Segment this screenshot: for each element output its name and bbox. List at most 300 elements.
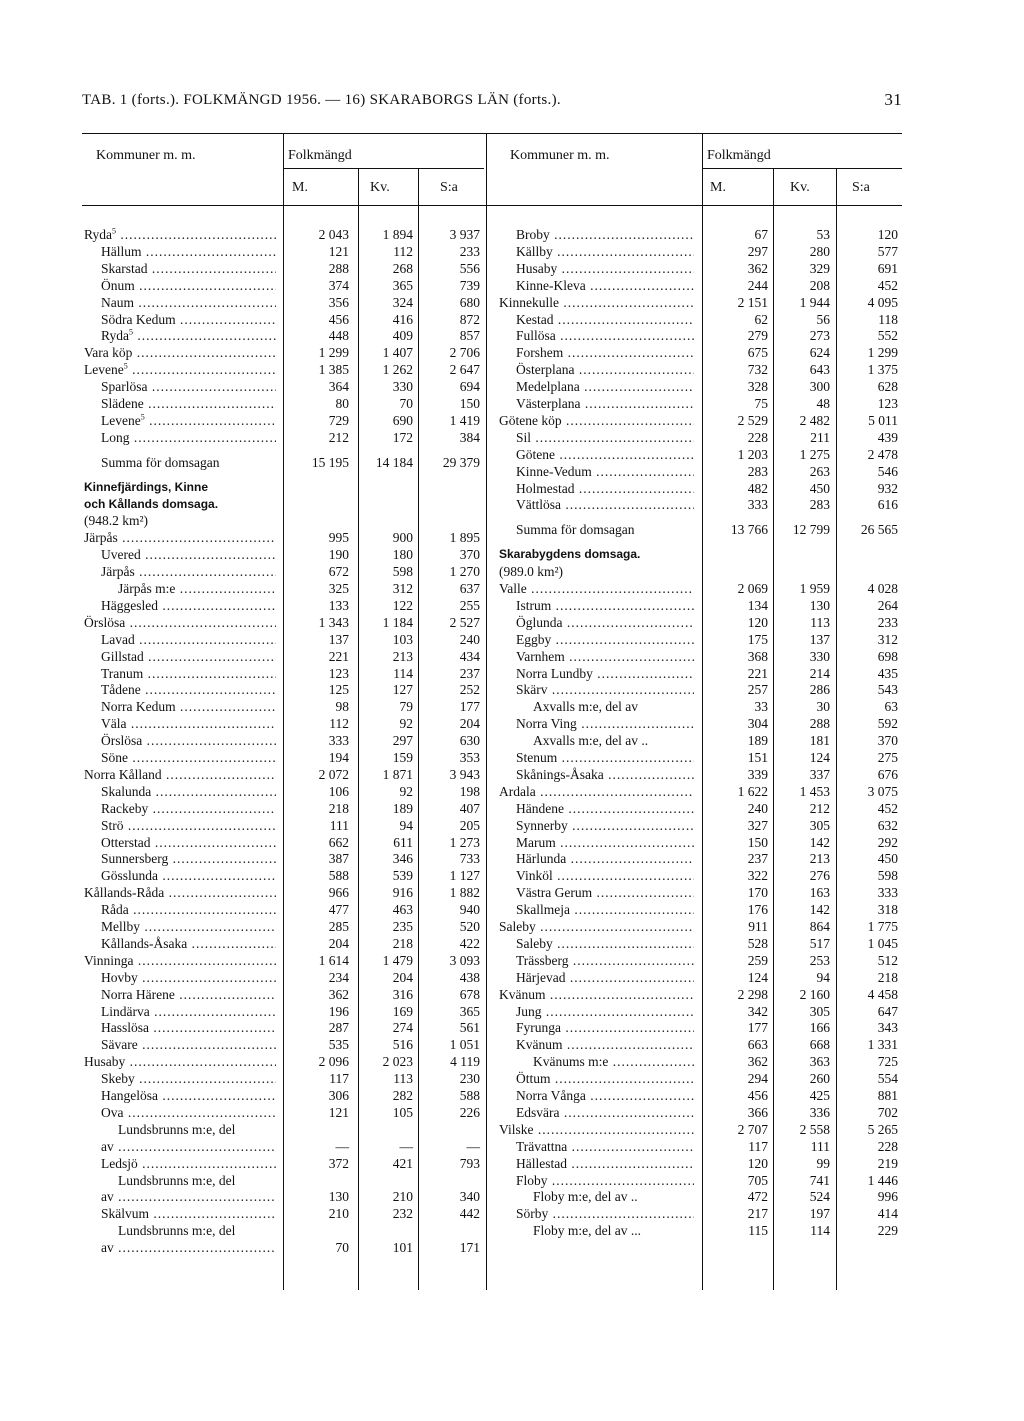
right-header-sa: S:a	[852, 180, 870, 195]
left-row-name: Söne .....	[101, 749, 276, 766]
right-row-m: 120	[747, 614, 768, 630]
left-row-m: 210	[328, 1206, 349, 1222]
right-table-row	[0, 952, 904, 969]
right-table-row	[0, 800, 904, 817]
right-table-row	[0, 1087, 904, 1104]
left-table-row	[0, 1239, 486, 1256]
left-row-sa: 407	[459, 800, 480, 816]
left-row-name: Väla .....	[101, 715, 276, 732]
right-row-m: 134	[747, 597, 768, 613]
right-row-m: 177	[747, 1020, 768, 1036]
left-row-name: Hangelösa .....	[101, 1087, 276, 1104]
right-row-name: Kinnekulle .....	[499, 294, 694, 311]
right-row-sa: 228	[877, 1138, 898, 1154]
right-row-name: Floby .....	[516, 1172, 694, 1189]
right-row-kv: 113	[810, 614, 830, 630]
right-row-m: 33	[754, 699, 768, 715]
left-row-kv: 235	[392, 919, 413, 934]
left-row-kv: 114	[393, 665, 413, 681]
right-row-name: Västra Gerum .....	[516, 884, 694, 901]
right-row-name: Vättlösa .....	[516, 496, 694, 513]
right-row-name: Öttum .....	[516, 1070, 694, 1087]
right-row-sa: 4 095	[867, 294, 898, 310]
right-row-m: 117	[748, 1138, 768, 1154]
right-table-row	[0, 1172, 904, 1189]
right-table-row	[0, 277, 904, 294]
right-row-name: Götene köp .....	[499, 412, 694, 429]
right-row-name: Kvänum .....	[516, 1036, 694, 1053]
left-row-name: Norra Kålland .....	[84, 766, 276, 783]
left-row-m: 1 343	[318, 614, 349, 630]
left-row-m: —	[335, 1138, 349, 1154]
right-row-m: 75	[754, 396, 768, 411]
right-row-name: Stenum .....	[516, 749, 694, 766]
left-row-name: Tådene .....	[101, 681, 276, 698]
left-row-kv: 204	[392, 969, 413, 985]
right-row-name: Saleby .....	[499, 918, 694, 935]
left-row-name: Råda .....	[101, 901, 276, 918]
right-row-name: Husaby .....	[516, 260, 694, 277]
right-row-sa: 450	[877, 851, 898, 867]
right-row-sa: 632	[877, 817, 898, 833]
right-row-name: Händene .....	[516, 800, 694, 817]
right-table-row	[0, 766, 904, 783]
right-row-sa: 435	[877, 665, 898, 681]
left-row-name: Örslösa .....	[101, 732, 276, 749]
left-row-name: Lavad .....	[101, 631, 276, 648]
left-row-m: 995	[328, 530, 349, 546]
left-row-m: 535	[328, 1037, 349, 1053]
right-row-sa: 932	[877, 480, 898, 496]
right-row-name: Trävattna .....	[516, 1138, 694, 1155]
right-row-name: Sil .....	[516, 429, 694, 446]
left-row-sa: 255	[459, 597, 480, 613]
left-row-sa: 678	[459, 986, 480, 1002]
right-table-row	[0, 749, 904, 766]
left-row-kv: 105	[392, 1104, 413, 1120]
left-row-name: Sunnersberg .....	[101, 850, 276, 867]
left-row-name: Hällum .....	[101, 243, 276, 260]
right-table-row	[0, 311, 904, 328]
page-number: 31	[884, 90, 902, 109]
right-row-name: Jung .....	[516, 1003, 694, 1020]
right-table-row	[0, 395, 904, 412]
left-row-sa: 680	[459, 294, 480, 310]
right-row-kv: 668	[809, 1037, 830, 1053]
right-row-kv: 741	[809, 1172, 830, 1188]
left-row-m: 285	[328, 919, 349, 934]
right-row-m: 304	[747, 716, 768, 732]
left-row-kv: 1 479	[382, 952, 413, 968]
left-row-sa: 940	[459, 902, 480, 918]
left-row-m: 448	[328, 328, 349, 344]
right-row-kv: 517	[809, 935, 830, 951]
right-row-name: Kvänum .....	[499, 986, 694, 1003]
right-table-row	[0, 327, 904, 344]
left-row-sa: 1 051	[449, 1037, 480, 1053]
right-row-name: Edsvära .....	[516, 1104, 694, 1121]
right-row-kv: 1 944	[799, 294, 830, 310]
left-row-kv: 169	[392, 1003, 413, 1019]
right-row-name: Fullösa .....	[516, 327, 694, 344]
right-row-name: Härlunda .....	[516, 850, 694, 867]
right-row-kv: 56	[816, 311, 830, 327]
right-row-m: 279	[747, 328, 768, 344]
left-row-m: 190	[328, 547, 349, 563]
right-row-m: 1 203	[737, 446, 768, 462]
left-row-m: 125	[328, 682, 349, 698]
left-row-sa: 2 527	[449, 614, 480, 630]
right-row-name: Axvalls m:e, del av ..	[533, 733, 649, 749]
right-table-row	[0, 901, 904, 918]
left-row-name: Summa för domsagan	[101, 454, 220, 470]
right-row-sa: 414	[877, 1206, 898, 1222]
left-row-kv: 463	[392, 902, 413, 918]
right-table-row	[0, 429, 904, 446]
right-row-kv: 166	[809, 1020, 830, 1036]
right-row-name: Medelplana .....	[516, 378, 694, 395]
left-row-name: Ryda$^5$ .....	[101, 327, 276, 344]
right-row-name: Skärv .....	[516, 681, 694, 698]
right-table-row	[0, 1138, 904, 1155]
right-row-sa: 1 775	[867, 919, 898, 934]
left-row-sa: 226	[459, 1104, 480, 1120]
right-row-sa: 1 446	[867, 1172, 898, 1188]
right-table-row	[0, 496, 904, 513]
right-row-sa: 725	[877, 1054, 898, 1070]
left-row-sa: 240	[459, 631, 480, 647]
right-row-name: Holmestad .....	[516, 480, 694, 497]
right-table-row	[0, 783, 904, 800]
left-row-m: 662	[328, 834, 349, 850]
right-row-name: Forshem .....	[516, 344, 694, 361]
right-row-kv: 329	[809, 260, 830, 276]
right-table-row	[0, 1155, 904, 1172]
left-row-sa: 177	[459, 699, 480, 715]
left-row-kv: 101	[392, 1240, 413, 1256]
right-row-sa: 616	[877, 497, 898, 513]
left-row-name: Hasslösa .....	[101, 1019, 276, 1036]
left-row-kv: 159	[392, 750, 413, 765]
right-row-kv: 53	[816, 227, 830, 242]
right-row-kv: 286	[809, 682, 830, 698]
right-row-name: Floby m:e, del av ..	[533, 1189, 638, 1205]
right-row-m: 1 622	[737, 783, 768, 799]
right-row-m: 151	[747, 750, 768, 765]
right-row-sa: 702	[877, 1104, 898, 1120]
right-row-m: 221	[747, 665, 768, 681]
left-row-m: 196	[328, 1003, 349, 1019]
left-row-kv: 1 871	[382, 766, 413, 782]
right-row-name: Broby .....	[516, 226, 694, 243]
right-row-kv: 94	[816, 969, 830, 985]
right-row-name: Sörby .....	[516, 1205, 694, 1222]
left-row-kv: 611	[393, 834, 413, 850]
left-row-kv: 232	[392, 1206, 413, 1222]
right-row-m: 339	[747, 766, 768, 782]
left-row-sa: 434	[459, 648, 480, 664]
right-header-m: M.	[710, 180, 726, 195]
left-row-name: Lundsbrunns m:e, del	[118, 1121, 236, 1137]
right-row-kv: 213	[809, 851, 830, 867]
right-row-m: 62	[754, 311, 768, 327]
left-row-m: 325	[328, 581, 349, 596]
left-row-sa: 340	[459, 1189, 480, 1205]
right-row-name: Kestad .....	[516, 311, 694, 328]
right-row-m: 911	[748, 919, 768, 934]
left-row-name: Norra Kedum .....	[101, 698, 276, 715]
right-row-sa: 233	[877, 614, 898, 630]
left-row-kv: 324	[392, 294, 413, 310]
right-row-m: 663	[747, 1037, 768, 1053]
left-row-kv: 598	[392, 564, 413, 580]
left-row-sa: 739	[459, 277, 480, 293]
left-row-sa: 2 647	[449, 362, 480, 378]
right-row-name: Norra Ving .....	[516, 715, 694, 732]
right-row-name: Valle .....	[499, 580, 694, 597]
right-row-name: Öglunda .....	[516, 614, 694, 631]
right-row-kv: 363	[809, 1054, 830, 1070]
right-table-row	[0, 563, 904, 580]
right-table-row	[0, 546, 904, 563]
left-row-sa: 1 882	[449, 885, 480, 901]
right-row-sa: 292	[877, 834, 898, 850]
right-row-kv: 2 482	[799, 412, 830, 428]
page-title: TAB. 1 (forts.). FOLKMÄNGD 1956. — 16) SKARABORGS LÄN (forts.).	[82, 92, 561, 108]
left-row-name: Sävare .....	[101, 1036, 276, 1053]
right-row-m: 13 766	[730, 522, 768, 538]
right-row-kv: 212	[809, 800, 830, 816]
left-row-sa: 1 270	[449, 564, 480, 580]
left-row-m: 966	[328, 885, 349, 901]
right-row-kv: 142	[809, 834, 830, 850]
left-row-name: Lundsbrunns m:e, del	[118, 1172, 236, 1188]
right-row-m: 2 151	[737, 294, 768, 310]
right-row-name: Skånings-Åsaka .....	[516, 766, 694, 783]
right-table-row	[0, 1188, 904, 1205]
left-row-m: 212	[328, 429, 349, 445]
page-header	[82, 92, 902, 116]
right-row-kv: 276	[809, 868, 830, 884]
right-table-row	[0, 1036, 904, 1053]
right-row-sa: 63	[884, 699, 898, 715]
left-row-m: 306	[328, 1088, 349, 1103]
left-row-sa: 384	[459, 429, 480, 445]
right-row-kv: 130	[809, 597, 830, 613]
right-row-sa: 691	[877, 260, 898, 276]
left-row-kv: 14 184	[375, 454, 413, 470]
right-table-row	[0, 480, 904, 497]
right-row-name: Kinne-Kleva .....	[516, 277, 694, 294]
left-row-sa: 3 093	[449, 952, 480, 968]
left-row-kv: 79	[399, 699, 413, 715]
left-row-sa: 4 119	[450, 1054, 480, 1070]
right-table-row	[0, 986, 904, 1003]
right-row-sa: 1 299	[867, 345, 898, 361]
left-row-kv: 103	[392, 631, 413, 647]
header-bottom-rule	[82, 205, 902, 206]
right-row-sa: 2 478	[867, 446, 898, 462]
left-row-m: 356	[328, 294, 349, 310]
right-row-sa: 452	[877, 277, 898, 293]
right-row-kv: 524	[809, 1189, 830, 1205]
right-row-sa: 118	[878, 311, 898, 327]
left-row-sa: 442	[459, 1206, 480, 1222]
left-row-kv: 172	[392, 429, 413, 445]
right-table-row	[0, 243, 904, 260]
right-row-m: 2 069	[737, 581, 768, 596]
left-row-sa: 561	[459, 1020, 480, 1036]
left-row-m: 387	[328, 851, 349, 867]
left-row-m: 364	[328, 379, 349, 395]
right-table-row	[0, 580, 904, 597]
left-row-sa: 29 379	[442, 454, 480, 470]
left-row-sa: 353	[459, 750, 480, 765]
left-row-m: 374	[328, 277, 349, 293]
right-table-row	[0, 1070, 904, 1087]
right-row-sa: 370	[877, 733, 898, 749]
left-row-m: 123	[328, 665, 349, 681]
right-row-name: Skarabygdens domsaga.	[499, 547, 641, 562]
right-row-sa: 5 265	[867, 1121, 898, 1137]
right-row-sa: 218	[877, 969, 898, 985]
left-row-kv: 297	[392, 733, 413, 749]
right-row-m: 175	[747, 631, 768, 647]
left-row-sa: 637	[459, 581, 480, 596]
right-row-sa: 546	[877, 463, 898, 479]
left-row-m: 288	[328, 260, 349, 276]
right-row-sa: 123	[877, 396, 898, 411]
right-table-row	[0, 1003, 904, 1020]
right-row-kv: 305	[809, 1003, 830, 1019]
left-row-sa: 237	[459, 665, 480, 681]
left-row-m: 130	[328, 1189, 349, 1205]
right-table-row	[0, 1019, 904, 1036]
right-row-sa: 4 458	[867, 986, 898, 1002]
right-row-m: 327	[747, 817, 768, 833]
right-row-kv: 253	[809, 952, 830, 968]
right-row-sa: 598	[877, 868, 898, 884]
right-row-m: 120	[747, 1155, 768, 1171]
left-row-name: Vinninga .....	[84, 952, 276, 969]
right-row-sa: 996	[877, 1189, 898, 1205]
right-row-m: 482	[747, 480, 768, 496]
left-row-kv: 92	[399, 783, 413, 799]
right-row-sa: 275	[877, 750, 898, 765]
left-row-m: 2 096	[318, 1054, 349, 1070]
right-row-m: 150	[747, 834, 768, 850]
right-row-kv: 111	[810, 1138, 830, 1154]
right-table-row	[0, 631, 904, 648]
right-table-row	[0, 834, 904, 851]
left-row-name: Gösslunda .....	[101, 867, 276, 884]
right-row-kv: 114	[810, 1223, 830, 1239]
left-row-sa: 1 273	[449, 834, 480, 850]
right-row-sa: 312	[877, 631, 898, 647]
right-row-name: Fyrunga .....	[516, 1019, 694, 1036]
left-header-kommuner: Kommuner m. m.	[96, 148, 196, 163]
right-row-m: 322	[747, 868, 768, 884]
left-row-sa: 793	[459, 1155, 480, 1171]
left-row-kv: 218	[392, 935, 413, 951]
left-row-sa: 204	[459, 716, 480, 732]
left-row-name: Ledsjö .....	[101, 1155, 276, 1172]
right-row-sa: 543	[877, 682, 898, 698]
left-row-name: Naum .....	[101, 294, 276, 311]
right-row-kv: 208	[809, 277, 830, 293]
left-row-kv: 92	[399, 716, 413, 732]
left-row-m: 234	[328, 969, 349, 985]
left-row-sa: 3 943	[449, 766, 480, 782]
right-table-row	[0, 344, 904, 361]
left-row-m: 588	[328, 868, 349, 884]
right-row-kv: 263	[809, 463, 830, 479]
left-row-name: Järpås .....	[101, 563, 276, 580]
left-row-sa: 694	[459, 379, 480, 395]
left-row-name: Mellby .....	[101, 918, 276, 935]
left-header-folkmangd: Folkmängd	[288, 148, 352, 163]
right-row-name: Österplana .....	[516, 361, 694, 378]
right-row-kv: 99	[816, 1155, 830, 1171]
right-header-subrule	[703, 168, 902, 169]
right-table-row	[0, 1053, 904, 1070]
left-row-m: 111	[329, 817, 349, 833]
left-row-sa: 857	[459, 328, 480, 344]
right-row-m: 228	[747, 429, 768, 445]
right-row-sa: 552	[877, 328, 898, 344]
left-row-sa: 3 937	[449, 227, 480, 242]
left-row-sa: 520	[459, 919, 480, 934]
right-row-name: Götene .....	[516, 446, 694, 463]
right-row-kv: 336	[809, 1104, 830, 1120]
left-row-name: Rackeby .....	[101, 800, 276, 817]
right-row-kv: 214	[809, 665, 830, 681]
right-row-sa: 264	[877, 597, 898, 613]
right-row-name: Floby m:e, del av ...	[533, 1223, 641, 1239]
right-row-m: 362	[747, 1054, 768, 1070]
right-row-name: Kvänums m:e .....	[533, 1053, 694, 1070]
left-row-sa: 365	[459, 1003, 480, 1019]
right-row-name: Vinköl .....	[516, 867, 694, 884]
right-row-kv: 624	[809, 345, 830, 361]
right-table-row	[0, 969, 904, 986]
right-table-row	[0, 294, 904, 311]
left-row-name: Skälvum .....	[101, 1205, 276, 1222]
left-row-kv: 1 407	[382, 345, 413, 361]
right-row-m: 2 529	[737, 412, 768, 428]
left-row-sa: 198	[459, 783, 480, 799]
right-row-kv: 2 160	[799, 986, 830, 1002]
right-row-kv: 450	[809, 480, 830, 496]
left-row-name: (948.2 km²)	[84, 513, 149, 529]
right-row-kv: 2 558	[799, 1121, 830, 1137]
left-row-name: Ova .....	[101, 1104, 276, 1121]
right-row-sa: 577	[877, 243, 898, 259]
right-row-m: 2 298	[737, 986, 768, 1002]
left-row-name: Hovby .....	[101, 969, 276, 986]
left-row-name: Levene$^5$ .....	[101, 412, 276, 429]
left-row-name: Levene$^5$ .....	[84, 361, 276, 378]
left-row-m: 98	[335, 699, 349, 715]
right-table-row	[0, 715, 904, 732]
right-row-kv: 280	[809, 243, 830, 259]
left-row-sa: 2 706	[449, 345, 480, 361]
left-row-m: 2 043	[318, 227, 349, 242]
right-header-folkmangd: Folkmängd	[707, 148, 771, 163]
left-row-sa: 370	[459, 547, 480, 563]
left-row-kv: 1 262	[382, 362, 413, 378]
right-row-sa: 676	[877, 766, 898, 782]
